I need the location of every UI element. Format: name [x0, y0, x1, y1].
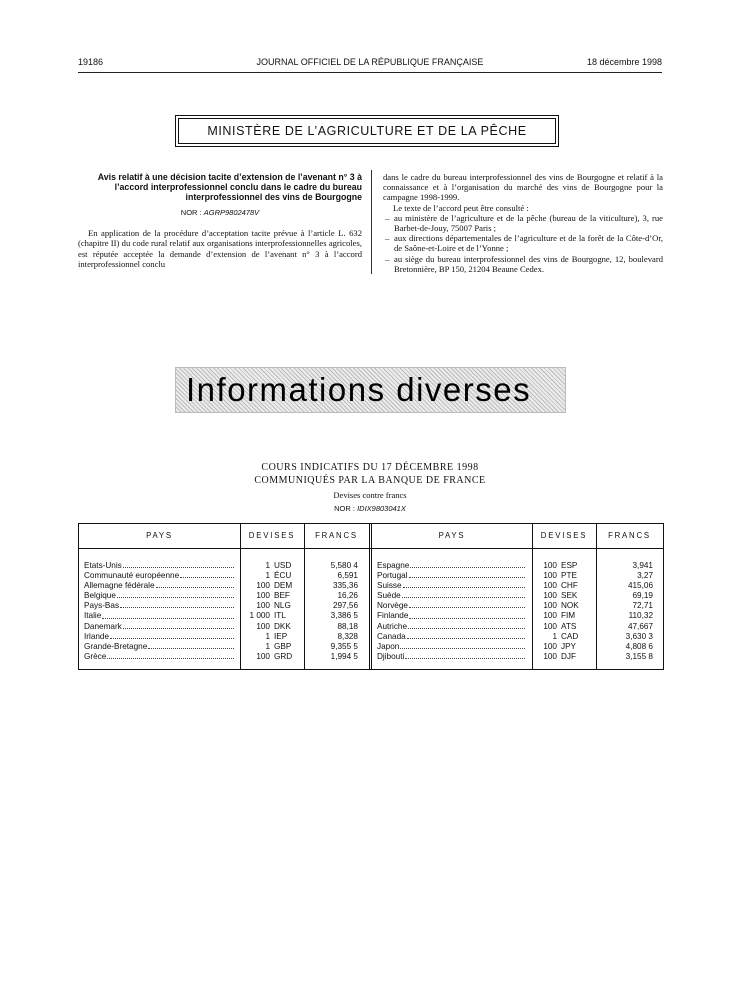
country-name: Norvège	[377, 601, 408, 611]
country-cell	[84, 591, 236, 601]
header-rule	[78, 72, 662, 73]
header-francs-left: FRANCS	[315, 531, 358, 540]
leader-dots	[402, 591, 525, 598]
currency-code: ÉCU	[274, 571, 292, 581]
cours-title-line1: COURS INDICATIFS DU 17 DÉCEMBRE 1998	[261, 462, 479, 473]
currency-quantity: 1 000	[249, 611, 270, 621]
country-cell	[377, 561, 527, 571]
currency-code: SEK	[561, 591, 578, 601]
currency-code: GRD	[274, 651, 293, 661]
leader-dots	[120, 601, 234, 608]
article-paragraph-2: Le texte de l’accord peut être consulté :	[393, 202, 529, 213]
article-nor	[78, 208, 362, 218]
country-cell	[377, 652, 527, 662]
country-cell	[377, 581, 527, 591]
center-double-divider	[369, 524, 372, 669]
franc-value: 6,591	[337, 571, 358, 581]
currency-code: NOK	[561, 601, 579, 611]
country-cell	[84, 622, 236, 632]
currency-code: BEF	[274, 591, 290, 601]
table-row	[377, 581, 658, 591]
country-cell	[377, 622, 527, 632]
bullet-item: – au siège du bureau interprofessionnel des vins de Bourgogne, 12, boulevard Bretonnière, BP 150, 21204 Beaune Cedex.	[385, 253, 663, 274]
franc-value: 9,355 5	[330, 641, 358, 651]
franc-value: 47,667	[627, 621, 653, 631]
currency-code: NLG	[274, 601, 291, 611]
currency-quantity: 1	[552, 631, 557, 641]
franc-value: 3,630 3	[625, 631, 653, 641]
currency-quantity: 100	[543, 601, 557, 611]
currency-quantity: 1	[265, 561, 270, 570]
country-name: Grèce	[84, 651, 107, 661]
country-cell	[377, 642, 527, 652]
franc-value: 88,18	[337, 621, 358, 631]
table-row	[377, 561, 658, 571]
franc-value: 110,32	[628, 611, 653, 621]
currency-quantity: 100	[256, 621, 270, 631]
franc-value: 3,155 8	[625, 651, 653, 661]
currency-code: ATS	[561, 621, 577, 631]
header-devises-left: DEVISES	[248, 531, 296, 540]
country-name: Pays-Bas	[84, 601, 120, 611]
section-banner	[175, 367, 566, 413]
table-row	[84, 601, 364, 611]
franc-value: 415,06	[627, 581, 653, 591]
currency-quantity: 100	[256, 601, 270, 611]
currency-quantity: 100	[543, 561, 557, 570]
page-number: 19186	[78, 57, 104, 67]
franc-value: 3,27	[637, 571, 653, 581]
leader-dots	[117, 591, 234, 598]
currency-quantity: 100	[543, 641, 557, 651]
leader-dots	[408, 622, 525, 629]
country-cell	[84, 652, 236, 662]
article-title: Avis relatif à une décision tacite d’extension de l’avenant n° 3 à l’accord interprofessionnel conclu dans le cadre du bureau interprofessionnel des vins de Bourgogne	[97, 172, 362, 202]
table-row	[377, 601, 658, 611]
currency-code: USD	[274, 561, 292, 570]
country-name: Suède	[377, 591, 401, 601]
table-row	[84, 632, 364, 642]
issue-date: 18 décembre 1998	[586, 57, 662, 67]
country-name: Grande-Bretagne	[84, 641, 148, 651]
currency-code: CAD	[561, 631, 579, 641]
currency-code: DKK	[274, 621, 291, 631]
right-rows	[377, 561, 658, 662]
currency-code: DJF	[561, 651, 577, 661]
table-row	[377, 642, 658, 652]
header-pays-left: PAYS	[146, 531, 173, 540]
country-name: Irlande	[84, 631, 110, 641]
bullet-item: – aux directions départementales de l’agriculture et de la forêt de la Côte-d’Or, de Saône-et-Loire et de l’Yonne ;	[385, 233, 663, 254]
article-right-column	[383, 172, 663, 274]
journal-title: JOURNAL OFFICIEL DE LA RÉPUBLIQUE FRANÇAISE	[256, 57, 484, 67]
currency-code: ESP	[561, 561, 578, 570]
table-row	[377, 611, 658, 621]
leader-dots	[107, 652, 234, 659]
currency-quantity: 100	[256, 581, 270, 591]
currency-quantity: 100	[543, 611, 557, 621]
country-name: Allemagne fédérale	[84, 581, 155, 591]
column-separator	[371, 170, 372, 274]
country-cell	[84, 571, 236, 581]
table-row	[84, 622, 364, 632]
bullet-item: – au ministère de l’agriculture et de la pêche (bureau de la viticulture), 3, rue Barbet-de-Jouy, 75007 Paris ;	[385, 212, 663, 234]
table-row	[84, 561, 364, 571]
currency-quantity: 100	[543, 621, 557, 631]
franc-value: 5,580 4	[330, 561, 358, 570]
currency-quantity: 100	[256, 591, 270, 601]
currency-quantity: 1	[265, 571, 270, 581]
franc-value: 3,386 5	[330, 611, 358, 621]
table-row	[377, 652, 658, 662]
table-row	[377, 571, 658, 581]
country-cell	[84, 561, 236, 571]
country-cell	[377, 611, 527, 621]
header-francs-right: FRANCS	[608, 531, 651, 540]
table-row	[84, 611, 364, 621]
leader-dots	[123, 561, 234, 568]
country-name: Etats-Unis	[84, 561, 122, 570]
nor-code: AGRP9802478V	[203, 208, 260, 217]
table-row	[84, 652, 364, 662]
currency-code: PTE	[561, 571, 577, 581]
leader-dots	[156, 581, 234, 588]
currency-code: GBP	[274, 641, 292, 651]
currency-code: CHF	[561, 581, 578, 591]
country-name: Finlande	[377, 611, 409, 621]
leader-dots	[148, 642, 234, 649]
country-name: Belgique	[84, 591, 116, 601]
leader-dots	[123, 622, 234, 629]
table-row	[84, 581, 364, 591]
header-devises-right: DEVISES	[540, 531, 588, 540]
currency-code: DEM	[274, 581, 293, 591]
currency-code: JPY	[561, 641, 577, 651]
currency-quantity: 100	[543, 651, 557, 661]
cours-nor: NOR : IDIX9803041X	[334, 504, 406, 513]
country-name: Espagne	[377, 561, 410, 570]
country-cell	[84, 642, 236, 652]
currency-quantity: 100	[543, 591, 557, 601]
leader-dots	[400, 642, 525, 649]
currency-quantity: 1	[265, 641, 270, 651]
franc-value: 8,328	[337, 631, 358, 641]
currency-quantity: 1	[265, 631, 270, 641]
franc-value: 69,19	[632, 591, 653, 601]
table-row	[377, 622, 658, 632]
country-cell	[377, 571, 527, 581]
currency-quantity: 100	[256, 651, 270, 661]
franc-value: 1,994 5	[330, 651, 358, 661]
franc-value: 72,71	[632, 601, 653, 611]
franc-value: 4,808 6	[625, 641, 653, 651]
country-cell	[84, 632, 236, 642]
country-cell	[377, 591, 527, 601]
leader-dots	[409, 571, 526, 578]
currency-code: IEP	[274, 631, 288, 641]
left-rows	[84, 561, 364, 662]
leader-dots	[409, 601, 525, 608]
leader-dots	[409, 611, 525, 618]
page-header	[78, 57, 662, 71]
franc-value: 335,36	[332, 581, 358, 591]
table-row	[84, 571, 364, 581]
table-row	[377, 591, 658, 601]
country-cell	[377, 601, 527, 611]
franc-value: 16,26	[337, 591, 358, 601]
country-name: Autriche	[377, 621, 408, 631]
table-row	[377, 632, 658, 642]
section-banner-title: Informations diverses	[186, 371, 532, 408]
leader-dots	[410, 561, 525, 568]
franc-value: 297,56	[332, 601, 358, 611]
country-name: Japon	[377, 641, 400, 651]
country-name: Djibouti	[377, 651, 405, 661]
ministry-heading: MINISTÈRE DE L’AGRICULTURE ET DE LA PÊCHE	[178, 118, 556, 144]
nor-label: NOR :	[180, 208, 202, 217]
franc-value: 3,941	[632, 561, 653, 570]
table-row	[84, 642, 364, 652]
currency-quantity: 100	[543, 581, 557, 591]
country-cell	[377, 632, 527, 642]
leader-dots	[180, 571, 234, 578]
exchange-rate-table	[78, 523, 664, 670]
article-paragraph-1: En application de la procédure d’acceptation tacite prévue à l’article L. 632 (chapitre II) du code rural relatif aux organisations interprofessionnelles agricoles, est réputée acceptée la demande d’extension de l’avenant n° 3 à l’accord interprofessionnel conclu	[78, 228, 362, 269]
article-left-column	[78, 172, 362, 269]
leader-dots	[407, 632, 525, 639]
country-name: Suisse	[377, 581, 402, 591]
country-cell	[84, 581, 236, 591]
country-name: Canada	[377, 631, 406, 641]
leader-dots	[102, 611, 234, 618]
table-row	[84, 591, 364, 601]
country-name: Portugal	[377, 571, 408, 581]
leader-dots	[110, 632, 234, 639]
cours-subtitle: Devises contre francs	[333, 490, 407, 500]
currency-code: ITL	[274, 611, 286, 621]
leader-dots	[403, 581, 525, 588]
leader-dots	[405, 652, 525, 659]
country-cell	[84, 611, 236, 621]
country-name: Danemark	[84, 621, 122, 631]
currency-code: FIM	[561, 611, 576, 621]
currency-quantity: 100	[543, 571, 557, 581]
article-paragraph-1-continued: dans le cadre du bureau interprofessionnel des vins de Bourgogne et relatif à la connaissance et à l’organisation du marché des vins de Bourgogne pour la campagne 1998-1999.	[383, 172, 663, 203]
country-name: Communauté européenne	[84, 571, 180, 581]
country-name: Italie	[84, 611, 102, 621]
header-pays-right: PAYS	[438, 531, 466, 540]
country-cell	[84, 601, 236, 611]
cours-title-line2: COMMUNIQUÉS PAR LA BANQUE DE FRANCE	[254, 475, 486, 486]
